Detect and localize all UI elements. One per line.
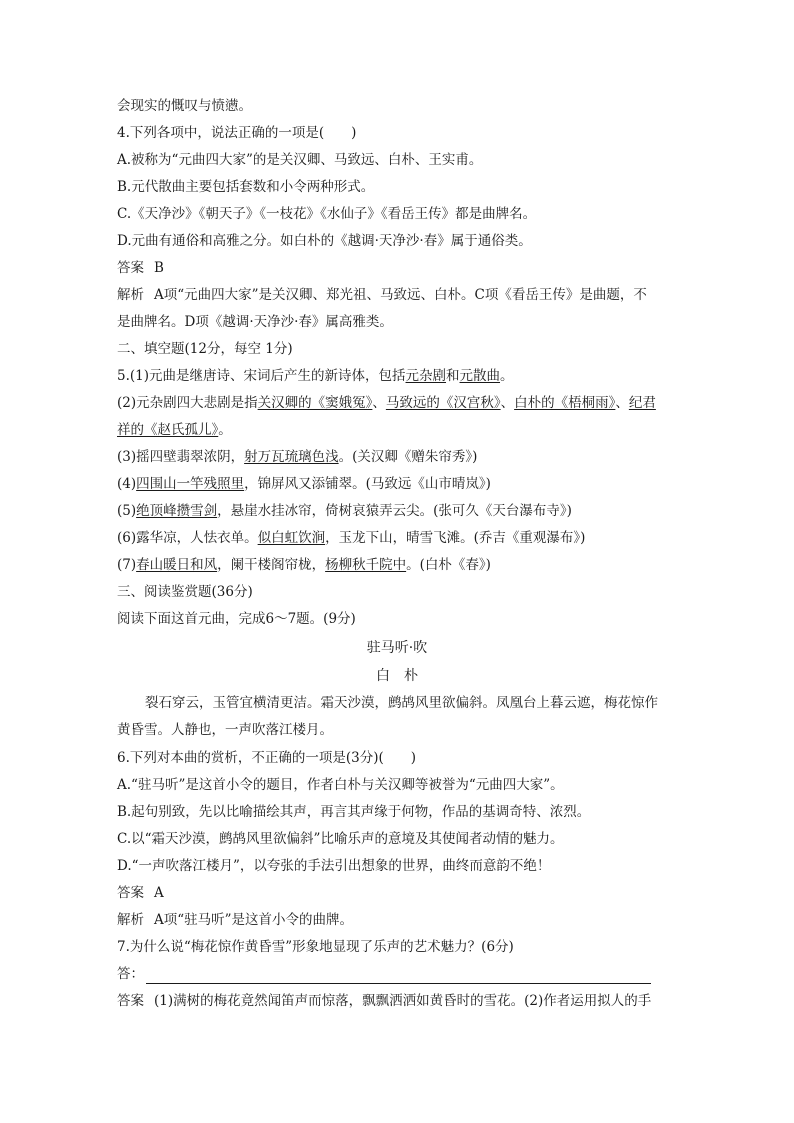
fill-answer: 元散曲: [459, 368, 501, 384]
answer-blank[interactable]: [146, 969, 651, 984]
fill-answer: 祥的《赵氏孤儿》: [117, 422, 219, 438]
fill-answer: 绝顶峰攒雪剑: [136, 503, 218, 519]
answer-6: [117, 883, 164, 903]
question-5-1: [117, 366, 514, 386]
text: (7): [117, 557, 137, 573]
question-4-option-c: C.《天净沙》《朝天子》《一枝花》《水仙子》《看岳王传》都是曲牌名。: [117, 206, 537, 222]
question-4-option-d: D.元曲有通俗和高雅之分。如白朴的《越调·天净沙·春》属于通俗类。: [117, 233, 532, 249]
fill-answer: 元杂剧: [405, 368, 447, 384]
explanation-text: A项“元曲四大家”是关汉卿、郑光祖、马致远、白朴。C项《看岳王传》是曲题，不: [154, 287, 647, 303]
text: (5): [117, 503, 137, 519]
question-5-3: [117, 447, 477, 467]
question-5-5: [117, 501, 572, 521]
fill-answer: 四围山一竿残照里: [136, 476, 245, 492]
fill-answer: 似白虹饮涧: [257, 530, 326, 546]
text: (6)露华凉，人怯衣单。: [117, 530, 258, 546]
text: 和: [446, 368, 460, 384]
fill-answer: 纪君: [628, 395, 656, 411]
question-6-option-b: B.起句别致，先以比喻描绘其声，再言其声缘于何物，作品的基调奇特、浓烈。: [117, 804, 591, 820]
question-5-4: [117, 474, 491, 494]
text: (2)元杂剧四大悲剧是指: [117, 395, 258, 411]
question-7: 7.为什么说“梅花惊作黄昏雪”形象地显现了乐声的艺术魅力？(6分): [117, 939, 514, 955]
fill-answer: 白朴的《梧桐雨》: [514, 395, 616, 411]
text: 5.(1)元曲是继唐诗、宋词后产生的新诗体，包括: [117, 368, 406, 384]
text: 。(白朴《春》): [406, 557, 491, 573]
question-5-6: [117, 528, 585, 548]
question-5-2-cont: [117, 420, 232, 440]
section-3-heading: 三、阅读鉴赏题(36分): [117, 584, 253, 600]
text: (3)摇四壁翡翠浓阴，: [117, 449, 245, 465]
explanation-label: 解析: [117, 287, 144, 303]
section-2-heading: 二、填空题(12分，每空 1分): [117, 341, 293, 357]
text: (4): [117, 476, 137, 492]
answer-label: 答案: [117, 260, 144, 276]
fill-answer: 杨柳秋千院中: [325, 557, 407, 573]
explanation-text: A项“驻马听”是这首小令的曲牌。: [154, 912, 354, 928]
text: ，玉龙下山，晴雪飞滩。(乔吉《重观瀑布》): [325, 530, 586, 546]
text: 、: [500, 395, 515, 411]
answer-label: 答案: [117, 993, 144, 1009]
text: 。(关汉卿《赠朱帘秀》): [338, 449, 478, 465]
question-4-option-b: B.元代散曲主要包括套数和小令两种形式。: [117, 179, 375, 195]
question-6-option-a: A.“驻马听”是这首小令的题目，作者白朴与关汉卿等被誉为“元曲四大家”。: [117, 777, 564, 793]
text: 、: [615, 395, 629, 411]
answer-7: [117, 991, 651, 1011]
poem-line: 黄昏雪。人静也，一声吹落江楼月。: [117, 722, 333, 738]
text: ，阑干楼阁帘栊，: [217, 557, 326, 573]
question-5-2: [117, 393, 656, 413]
fill-answer: 春山暖日和风: [136, 557, 218, 573]
question-4-option-a: A.被称为“元曲四大家”的是关汉卿、马致远、白朴、王实甫。: [117, 152, 483, 168]
answer-value: A: [154, 885, 164, 901]
reading-intro: 阅读下面这首元曲，完成6～7题。(9分): [117, 611, 356, 627]
poem-line: 裂石穿云，玉管宜横清更洁。霜天沙漠，鹧鸪风里欲偏斜。凤凰台上暮云遮，梅花惊作: [145, 695, 658, 711]
answer-4: [117, 258, 164, 278]
answer-text: (1)满树的梅花竟然闻笛声而惊落，飘飘洒洒如黄昏时的雪花。(2)作者运用拟人的手: [154, 993, 652, 1009]
text: 。: [218, 422, 232, 438]
poem-author: 白 朴: [376, 668, 418, 684]
question-7-answer-line: [117, 964, 651, 984]
text: ，锦屏风又添铺翠。(马致远《山市晴岚》): [244, 476, 491, 492]
explanation-6: [117, 910, 353, 930]
fill-answer: 关汉卿的《窦娥冤》: [257, 395, 373, 411]
answer-prompt: 答：: [117, 966, 144, 982]
fill-answer: 马致远的《汉宫秋》: [385, 395, 501, 411]
explanation-4: [117, 285, 647, 305]
text-line: 会现实的慨叹与愤懑。: [117, 98, 252, 114]
explanation-4-cont: 是曲牌名。D项《越调·天净沙·春》属高雅类。: [117, 314, 393, 330]
text: 。: [500, 368, 514, 384]
poem-title: 驻马听·吹: [366, 640, 428, 656]
text: ，悬崖水挂冰帘，倚树哀猿弄云尖。(张可久《天台瀑布寺》): [217, 503, 572, 519]
question-4: 4.下列各项中，说法正确的一项是( ): [117, 125, 357, 141]
question-6-option-c: C.以“霜天沙漠，鹧鸪风里欲偏斜”比喻乐声的意境及其使闻者动情的魅力。: [117, 831, 564, 847]
question-6-option-d: D.“一声吹落江楼月”，以夸张的手法引出想象的世界，曲终而意韵不绝！: [117, 858, 551, 874]
question-6: 6.下列对本曲的赏析，不正确的一项是(3分)( ): [117, 750, 417, 766]
fill-answer: 射万瓦琉璃色浅: [244, 449, 339, 465]
answer-value: B: [154, 260, 164, 276]
explanation-label: 解析: [117, 912, 144, 928]
text: 、: [372, 395, 386, 411]
answer-label: 答案: [117, 885, 144, 901]
question-5-7: [117, 555, 491, 575]
